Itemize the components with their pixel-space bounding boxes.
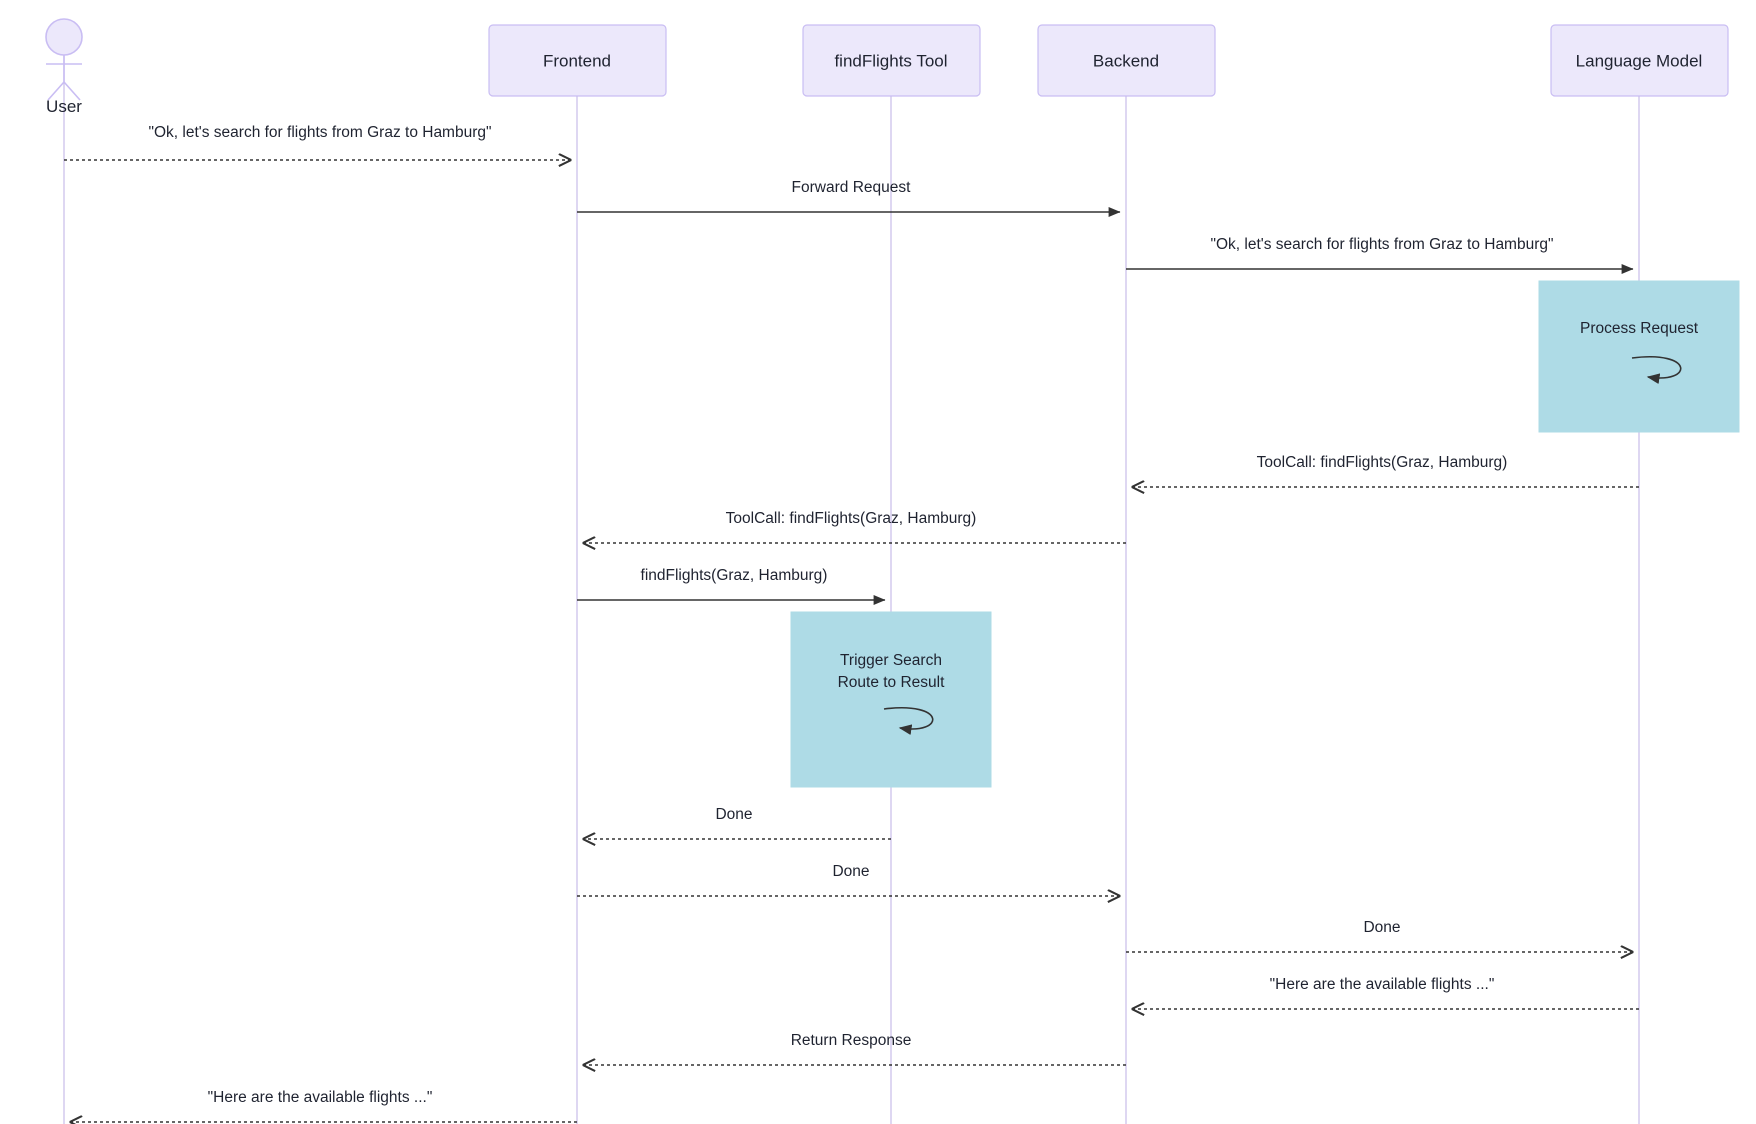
message-llm-to-backend-toolcall — [1132, 454, 1639, 487]
participant-language-model[interactable] — [1551, 25, 1728, 96]
message-tool-to-frontend-done — [583, 806, 891, 839]
message-user-to-frontend-1 — [64, 124, 571, 160]
participant-frontend[interactable] — [489, 25, 666, 96]
message-label-5: ToolCall: findFlights(Graz, Hamburg) — [725, 510, 977, 527]
message-label-12: "Here are the available flights ..." — [207, 1089, 433, 1106]
participant-label-tool: findFlights Tool — [834, 51, 948, 71]
participant-label-llm: Language Model — [1575, 51, 1703, 71]
message-backend-to-llm-done — [1126, 919, 1633, 952]
message-label-10: "Here are the available flights ..." — [1269, 976, 1495, 993]
participant-user[interactable] — [46, 19, 82, 116]
user-head-icon — [46, 19, 82, 55]
participant-findflights-tool[interactable] — [803, 25, 980, 96]
message-label-4: ToolCall: findFlights(Graz, Hamburg) — [1256, 454, 1508, 471]
participant-backend[interactable] — [1038, 25, 1215, 96]
message-label-7: Done — [715, 806, 753, 823]
message-label-9: Done — [1363, 919, 1401, 936]
note-process-request — [1539, 281, 1739, 432]
message-frontend-to-user-answer — [70, 1089, 577, 1122]
participant-label-user: User — [46, 97, 82, 116]
message-frontend-to-tool-findflights — [577, 567, 885, 600]
participant-label-frontend: Frontend — [542, 51, 612, 71]
lifelines — [64, 40, 1639, 1124]
message-llm-to-backend-answer — [1132, 976, 1639, 1009]
message-label-2: Forward Request — [791, 179, 911, 196]
note-line-trigger-search-1: Trigger Search — [840, 652, 942, 669]
note-line-process-request: Process Request — [1579, 320, 1699, 337]
note-box-trigger-search — [791, 612, 991, 787]
participant-label-backend: Backend — [1092, 51, 1160, 71]
message-label-3: "Ok, let's search for flights from Graz to Hamburg" — [1210, 236, 1554, 253]
message-label-8: Done — [832, 863, 870, 880]
message-backend-to-llm-query — [1126, 236, 1633, 269]
message-label-1: "Ok, let's search for flights from Graz to Hamburg" — [148, 124, 492, 141]
message-label-11: Return Response — [790, 1032, 912, 1049]
note-line-trigger-search-2: Route to Result — [837, 674, 945, 691]
message-backend-to-frontend-toolcall — [583, 510, 1126, 543]
message-backend-to-frontend-return-response — [583, 1032, 1126, 1065]
note-trigger-search — [791, 612, 991, 787]
message-frontend-to-backend-done — [577, 863, 1120, 896]
message-frontend-to-backend-forward-request — [577, 179, 1120, 212]
message-label-6: findFlights(Graz, Hamburg) — [640, 567, 828, 584]
